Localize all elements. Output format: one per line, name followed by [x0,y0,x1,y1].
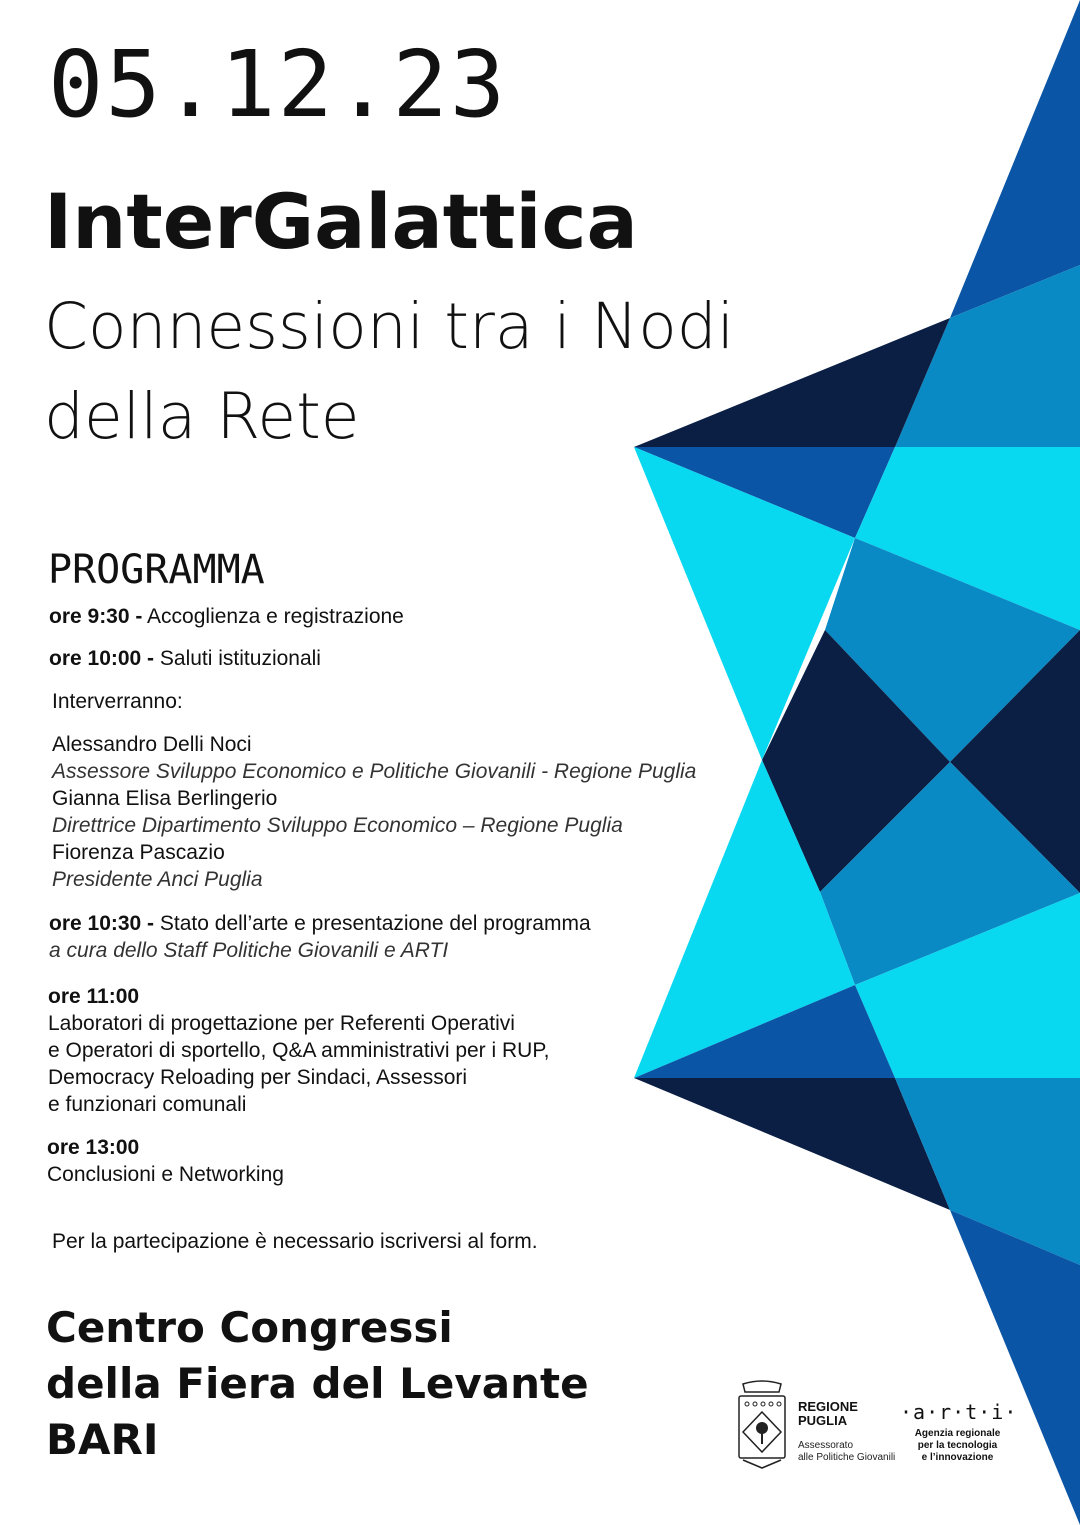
program-time: ore 10:00 - [49,647,155,670]
event-title: InterGalattica [44,177,638,266]
program-text-line: e funzionari comunali [48,1093,247,1116]
arti-subtitle-2: per la tecnologia [917,1440,998,1451]
arti-logo [900,1400,1018,1464]
program-note: a cura dello Staff Politiche Giovanili e ARTI [49,939,449,962]
program-item-1100 [48,983,549,1118]
venue-city: BARI [46,1415,159,1464]
speaker-name: Gianna Elisa Berlingerio [52,787,278,810]
event-subtitle [44,282,734,462]
interverranno-label: Interverranno: [52,690,183,713]
venue-line-2: della Fiera del Levante [46,1359,589,1408]
program-text: Saluti istituzionali [154,647,321,670]
speaker-role: Presidente Anci Puglia [52,868,263,891]
program-heading: PROGRAMMA [48,547,265,593]
arti-subtitle-3: e l’innovazione [921,1452,994,1463]
program-time: ore 13:00 [47,1136,140,1159]
speaker-role: Assessore Sviluppo Economico e Politiche Giovanili - Regione Puglia [52,760,697,783]
subtitle-line-2: della Rete [44,380,360,453]
arti-wordmark: ·a·r·t·i· [900,1400,1018,1424]
star-facet [950,1210,1080,1525]
program-time: ore 11:00 [48,985,140,1008]
arti-subtitle-1: Agenzia regionale [914,1428,1001,1439]
assessorato-label: Assessorato [798,1440,854,1451]
venue-block [46,1300,589,1468]
program-text: Accoglienza e registrazione [142,605,404,628]
puglia-label: PUGLIA [798,1413,848,1428]
star-facet [634,1078,950,1210]
subtitle-line-1: Connessioni tra i Nodi [44,290,735,363]
regione-puglia-logo [798,1400,895,1464]
program-item-1030 [49,910,591,964]
program-time: ore 10:30 - [49,912,155,935]
program-text: Stato dell’arte e presentazione del programma [154,912,591,935]
speaker-name: Fiorenza Pascazio [52,841,225,864]
speaker-role: Direttrice Dipartimento Sviluppo Economico – Regione Puglia [52,814,623,837]
program-text: Conclusioni e Networking [47,1163,284,1186]
venue-line-1: Centro Congressi [46,1303,453,1352]
regione-puglia-crest-icon [733,1380,791,1470]
politiche-giovanili-label: alle Politiche Giovanili [798,1452,896,1463]
regione-label: REGIONE [798,1399,858,1414]
program-item-930 [49,603,404,630]
speaker-list [52,731,696,893]
program-item-1000 [49,645,321,672]
registration-note: Per la partecipazione è necessario iscriversi al form. [52,1230,538,1253]
program-text-line: Democracy Reloading per Sindaci, Assessori [48,1066,468,1089]
star-facet [950,0,1080,318]
speaker-name: Alessandro Delli Noci [52,733,252,756]
program-text-line: Laboratori di progettazione per Referenti Operativi [48,1012,515,1035]
program-time: ore 9:30 - [49,605,143,628]
event-date: 05.12.23 [48,31,508,138]
program-item-1300 [47,1134,284,1188]
program-text-line: e Operatori di sportello, Q&A amministrativi per i RUP, [48,1039,550,1062]
